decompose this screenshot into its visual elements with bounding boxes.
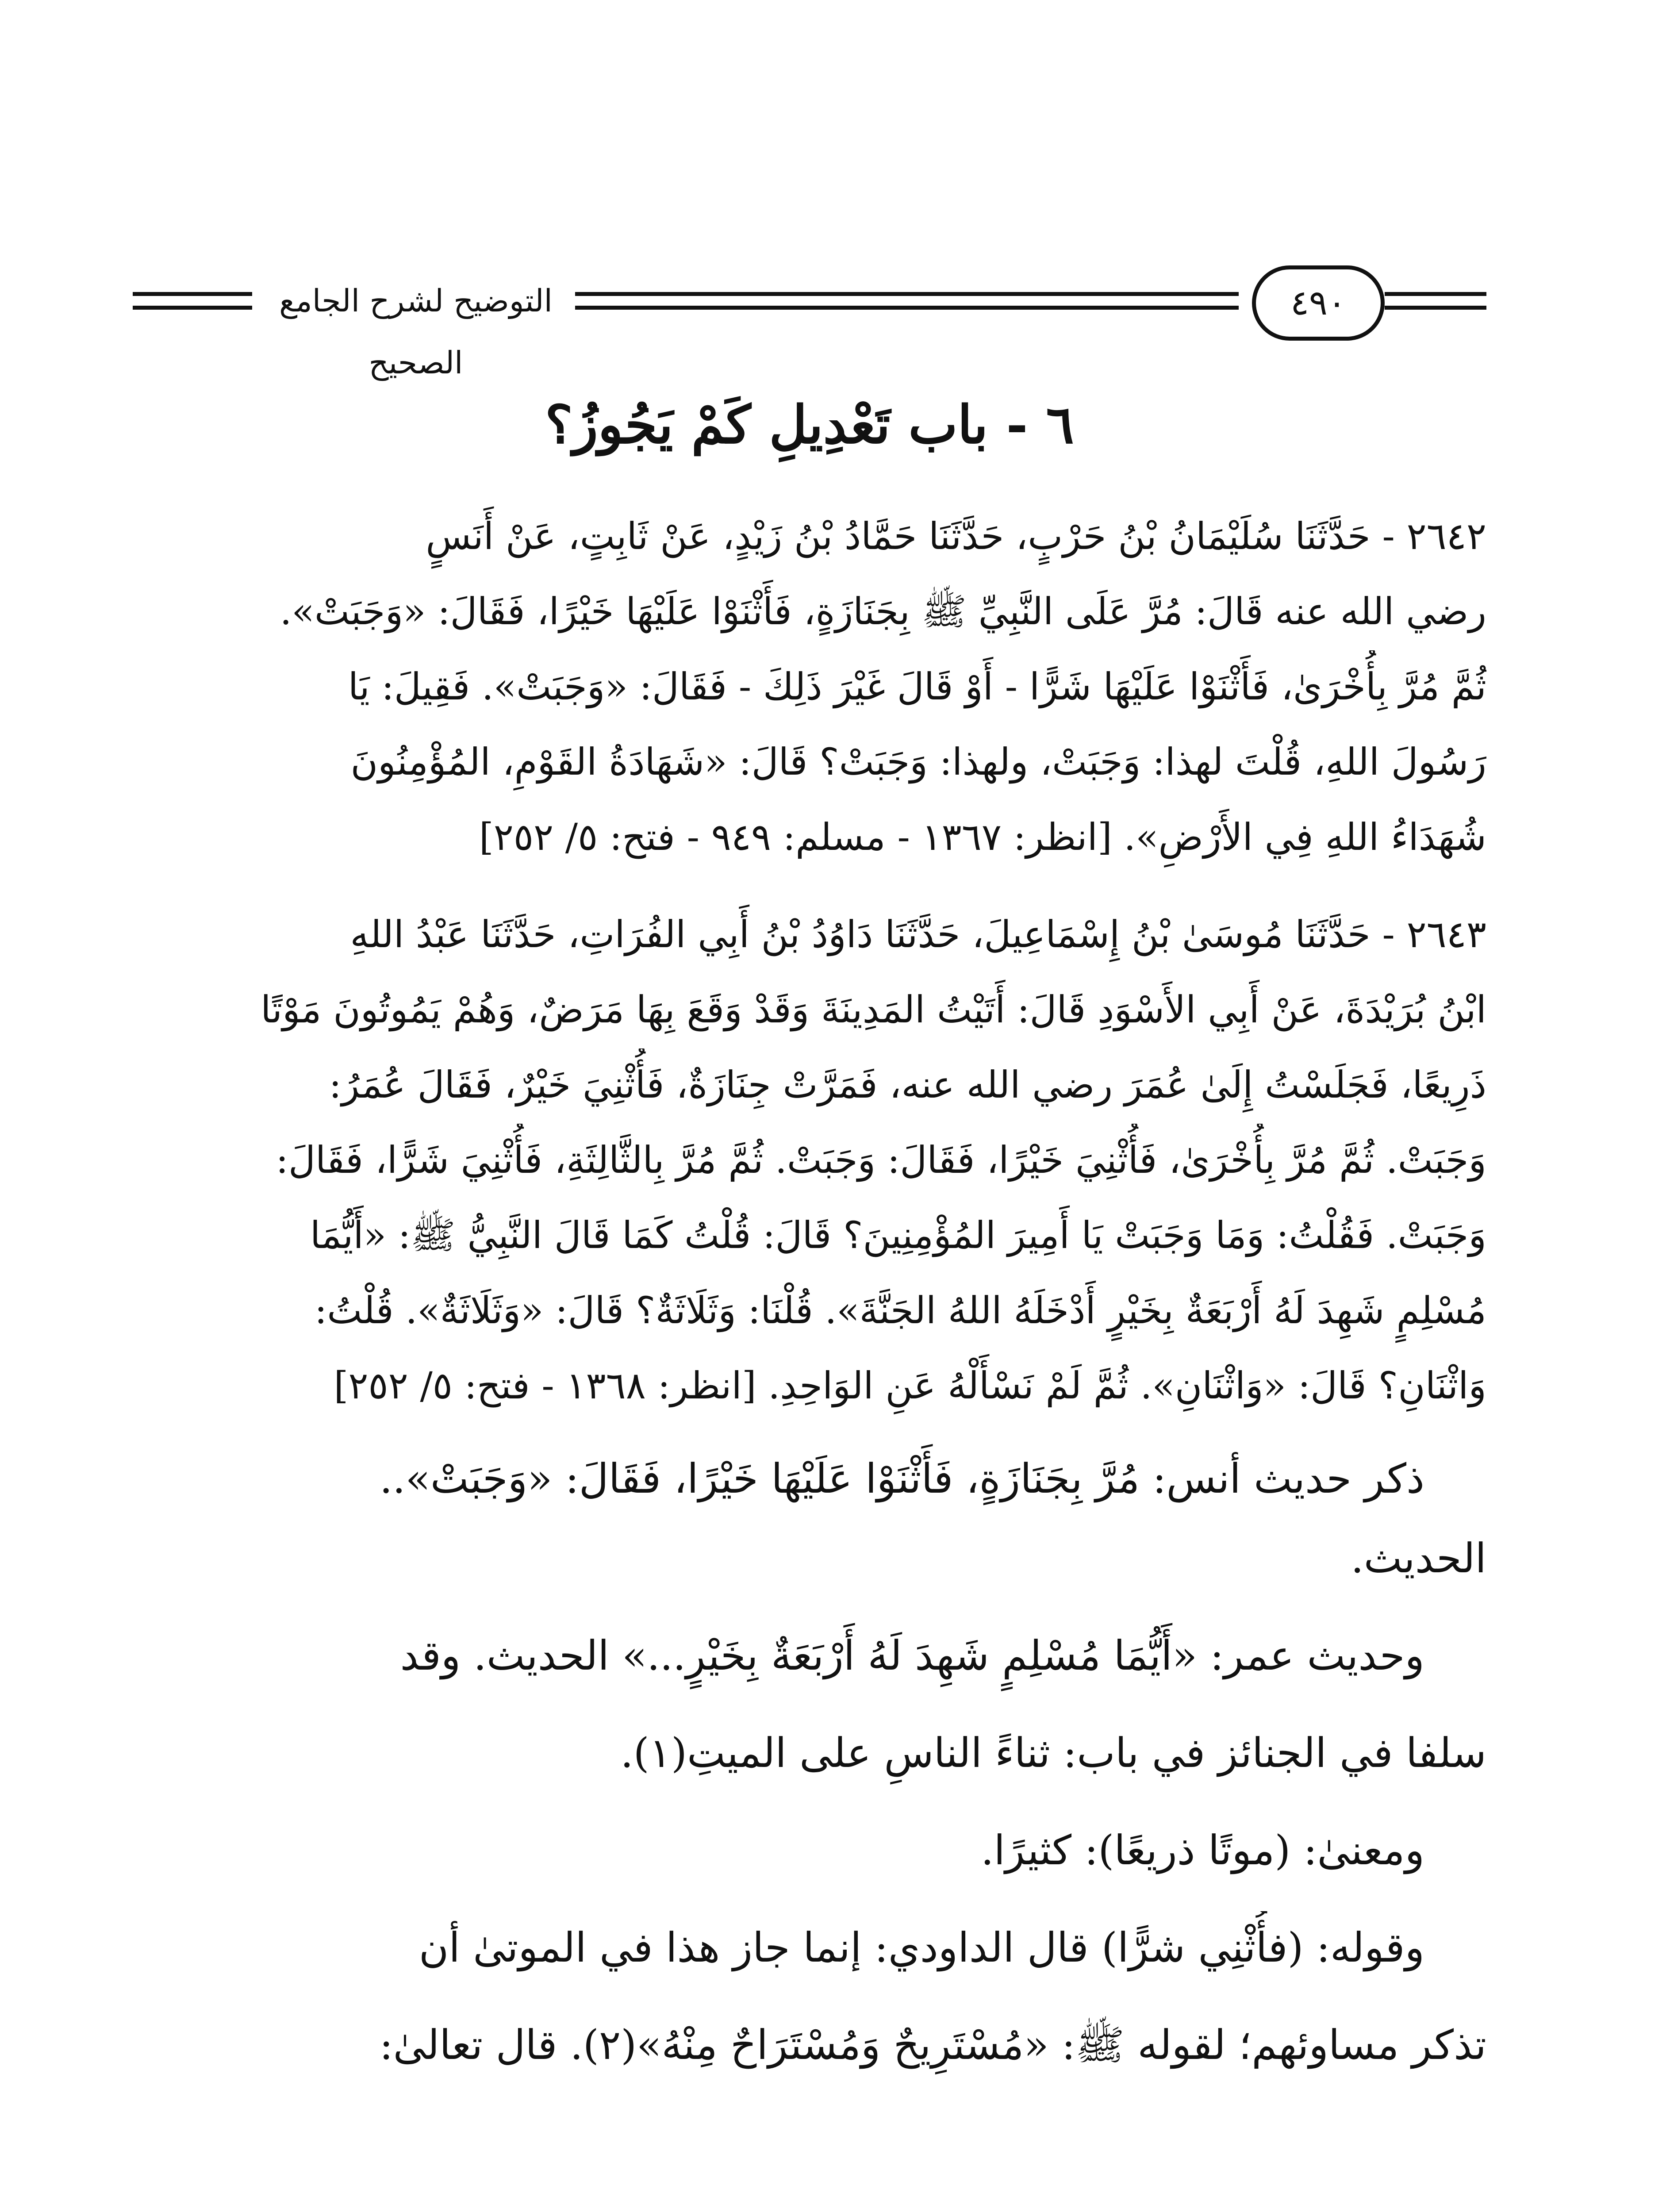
hadith-line: ٢٦٤٢ - حَدَّثَنَا سُلَيْمَانُ بْنُ حَرْبٍ، حَدَّثَنَا حَمَّادُ بْنُ زَيْدٍ، عَنْ ثَابِتٍ، عَنْ أَنَسٍ <box>426 515 1486 558</box>
commentary-line: سلفا في الجنائز في باب: ثناءً الناسِ على الميتِ(١). <box>620 1729 1486 1777</box>
hadith-line: ابْنُ بُرَيْدَةَ، عَنْ أَبِي الأَسْوَدِ قَالَ: أَتَيْتُ المَدِينَةَ وَقَدْ وَقَعَ بِهَا مَرَضٌ، وَهُمْ يَمُوتُونَ مَوْتًا <box>261 988 1486 1031</box>
running-header <box>133 261 1486 381</box>
running-title: التوضيح لشرح الجامع الصحيح <box>279 283 553 381</box>
commentary-line: تذكر مساوئهم؛ لقوله ﷺ: «مُسْتَرِيحٌ وَمُسْتَرَاحٌ مِنْهُ»(٢). قال تعالىٰ: <box>379 2021 1486 2069</box>
hadith-line: مُسْلِمٍ شَهِدَ لَهُ أَرْبَعَةٌ بِخَيْرٍ أَدْخَلَهُ اللهُ الجَنَّةَ». قُلْنَا: وَثَلَاثَةٌ؟ قَالَ: «وَثَلَاثَةٌ». قُلْتُ: <box>315 1289 1486 1332</box>
commentary-line: وقوله: (فأُثْنِي شرًّا) قال الداودي: إنما جاز هذا في الموتىٰ أن <box>418 1924 1424 1971</box>
hadith-line: رَسُولَ اللهِ، قُلْتَ لهذا: وَجَبَتْ، ولهذا: وَجَبَتْ؟ قَالَ: «شَهَادَةُ القَوْمِ، المُؤْمِنُونَ <box>350 740 1486 783</box>
hadith-line: ذَرِيعًا، فَجَلَسْتُ إِلَىٰ عُمَرَ رضي الله عنه، فَمَرَّتْ جِنَازَةٌ، فَأُثْنِيَ خَيْرٌ، فَقَالَ عُمَرُ: <box>329 1063 1486 1106</box>
header-rule-middle <box>575 292 1239 310</box>
commentary-line: ذكر حديث أنس: مُرَّ بِجَنَازَةٍ، فَأَثْنَوْا عَلَيْهَا خَيْرًا، فَقَالَ: «وَجَبَتْ».. <box>380 1455 1424 1502</box>
hadith-line: شُهَدَاءُ اللهِ فِي الأَرْضِ». [انظر: ١٣٦٧ - مسلم: ٩٤٩ - فتح: ٥/ ٢٥٢] <box>479 815 1486 859</box>
commentary-line: ومعنىٰ: (موتًا ذريعًا): كثيرًا. <box>981 1827 1424 1874</box>
hadith-line: وَجَبَتْ. ثُمَّ مُرَّ بِأُخْرَىٰ، فَأُثْنِيَ خَيْرًا، فَقَالَ: وَجَبَتْ. ثُمَّ مُرَّ بِالثَّالِثَةِ، فَأُثْنِيَ شَرًّا، فَقَالَ: <box>276 1138 1486 1182</box>
hadith-line: وَجَبَتْ. فَقُلْتُ: وَمَا وَجَبَتْ يَا أَمِيرَ المُؤْمِنِينَ؟ قَالَ: قُلْتُ كَمَا قَالَ النَّبِيُّ ﷺ: «أَيُّمَا <box>310 1214 1486 1257</box>
hadith-line: رضي الله عنه قَالَ: مُرَّ عَلَى النَّبِيِّ ﷺ بِجَنَازَةٍ، فَأَثْنَوْا عَلَيْهَا خَيْرًا، فَقَالَ: «وَجَبَتْ». <box>280 590 1486 633</box>
hadith-line: ٢٦٤٣ - حَدَّثَنَا مُوسَىٰ بْنُ إِسْمَاعِيلَ، حَدَّثَنَا دَاوُدُ بْنُ أَبِي الفُرَاتِ، حَدَّثَنَا عَبْدُ اللهِ <box>350 913 1486 956</box>
header-rule-right <box>1385 292 1486 310</box>
chapter-title: ٦ - باب تَعْدِيلِ كَمْ يَجُوزُ؟ <box>545 394 1074 455</box>
header-rule-left <box>133 292 252 310</box>
commentary-line: الحديث. <box>1351 1535 1486 1582</box>
hadith-line: وَاثْنَانِ؟ قَالَ: «وَاثْنَانِ». ثُمَّ لَمْ نَسْأَلْهُ عَنِ الوَاحِدِ. [انظر: ١٣٦٨ - فتح: ٥/ ٢٥٢] <box>334 1364 1486 1407</box>
hadith-line: ثُمَّ مُرَّ بِأُخْرَىٰ، فَأَثْنَوْا عَلَيْهَا شَرًّا - أَوْ قَالَ غَيْرَ ذَلِكَ - فَقَالَ: «وَجَبَتْ». فَقِيلَ: يَا <box>348 665 1486 708</box>
page-number: ٤٩٠ <box>1252 265 1385 341</box>
commentary-line: وحديث عمر: «أَيُّمَا مُسْلِمٍ شَهِدَ لَهُ أَرْبَعَةٌ بِخَيْرٍ...» الحديث. وقد <box>400 1632 1424 1679</box>
